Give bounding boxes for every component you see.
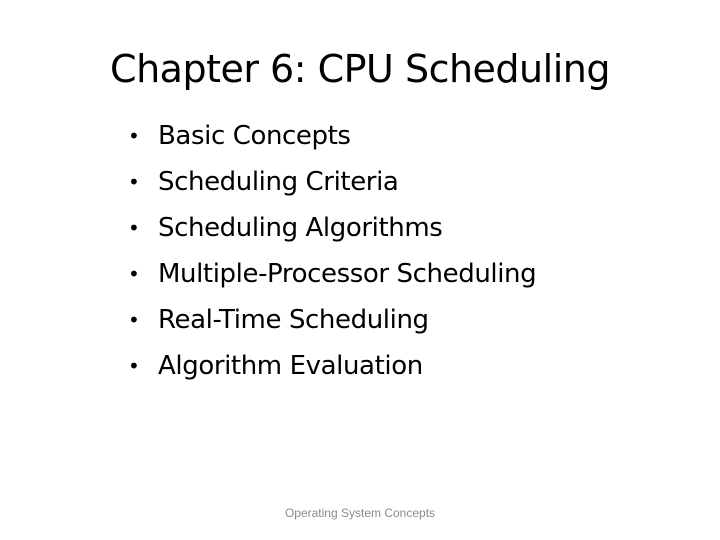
bullet-dot-icon: •	[128, 170, 140, 194]
bullet-dot-icon: •	[128, 124, 140, 148]
bullet-text: Scheduling Algorithms	[158, 213, 443, 243]
slide-footer: Operating System Concepts	[284, 506, 436, 520]
slide-title: Chapter 6: CPU Scheduling	[110, 47, 610, 91]
bullet-item	[128, 343, 536, 389]
bullet-item	[128, 297, 536, 343]
bullet-item	[128, 251, 536, 297]
bullet-text: Scheduling Criteria	[158, 167, 399, 197]
bullet-dot-icon: •	[128, 262, 140, 286]
bullet-item	[128, 159, 536, 205]
bullet-text: Real-Time Scheduling	[158, 305, 429, 335]
bullet-dot-icon: •	[128, 308, 140, 332]
bullet-item	[128, 113, 536, 159]
bullet-dot-icon: •	[128, 354, 140, 378]
bullet-item	[128, 205, 536, 251]
bullet-text: Basic Concepts	[158, 121, 351, 151]
bullet-text: Multiple-Processor Scheduling	[158, 259, 537, 289]
bullet-dot-icon: •	[128, 216, 140, 240]
bullet-text: Algorithm Evaluation	[158, 351, 423, 381]
bullet-list	[128, 113, 536, 389]
